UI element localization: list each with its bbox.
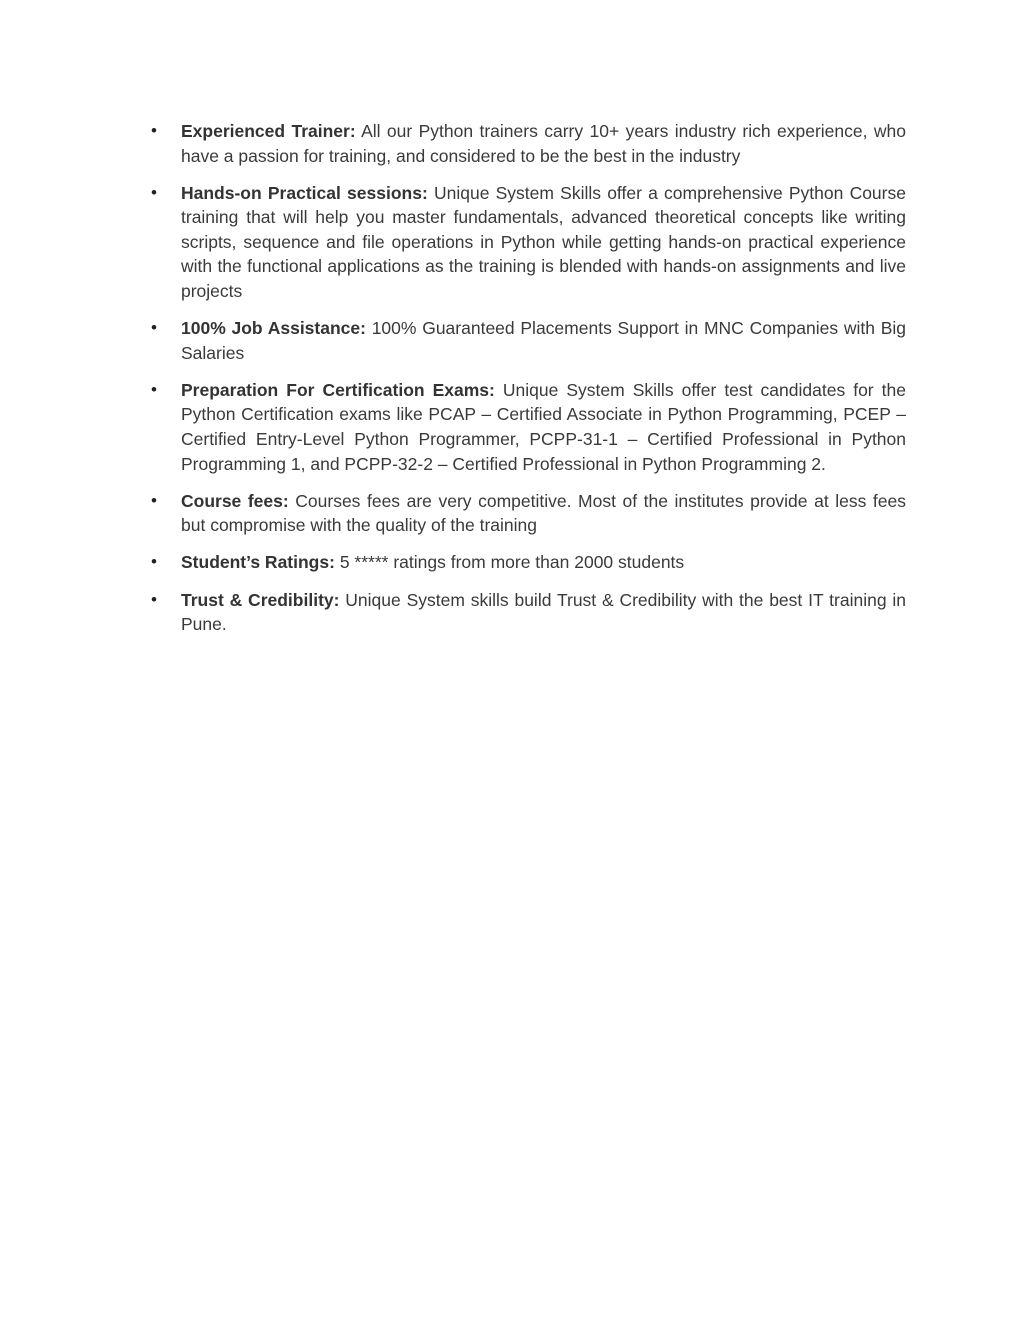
bullet-term: Hands-on Practical sessions: [181, 182, 428, 203]
bullet-icon: • [151, 589, 157, 609]
bullet-term: Trust & Credibility: [181, 589, 340, 610]
bullet-text: All our Python trainers carry 10+ years industry rich experience, who have a passion for training, and considered to be the best in the industry [181, 121, 906, 166]
bullet-term: Preparation For Certification Exams: [181, 379, 495, 400]
bullet-term: Course fees: [181, 490, 289, 511]
list-item-job-assistance [146, 316, 906, 365]
bullet-text: Unique System Skills offer a comprehensive Python Course training that will help you master fundamentals, advanced theoretical concepts like writing scripts, sequence and file operations in Python while getting hands-on practical experience with the functional applications as the training is blended with hands-on assignments and live projects [181, 182, 906, 302]
bullet-text: Courses fees are very competitive. Most of the institutes provide at less fees but compromise with the quality of the training [181, 490, 906, 536]
list-item-certification-exams [146, 378, 906, 476]
bullet-term: 100% Job Assistance: [181, 318, 366, 339]
bullet-term: Experienced Trainer: [181, 121, 356, 141]
bullet-text: Unique System Skills offer test candidates for the Python Certification exams like PCAP – Certified Associate in Python Programming, PCEP – Certified Entry-Level Python Programmer, PCPP-31-1 – Certified Professional in Python Programming 1, and PCPP-32-2 – Certified Professional in Python Programming 2. [181, 379, 906, 474]
bullet-icon: • [151, 121, 157, 140]
bullet-text: 5 ***** ratings from more than 2000 students [339, 552, 685, 573]
feature-bullet-list [146, 119, 906, 649]
bullet-text: Unique System skills build Trust & Credibility with the best IT training in Pune. [181, 589, 906, 635]
list-item-course-fees [146, 489, 906, 538]
bullet-icon: • [151, 379, 157, 399]
bullet-icon: • [151, 318, 157, 338]
list-item-trust-credibility [146, 588, 906, 637]
bullet-icon: • [151, 182, 157, 202]
bullet-icon: • [151, 490, 157, 510]
bullet-text: 100% Guaranteed Placements Support in MNC Companies with Big Salaries [181, 318, 906, 363]
list-item-experienced-trainer [146, 119, 906, 168]
bullet-icon: • [151, 552, 157, 572]
list-item-hands-on-sessions [146, 181, 906, 304]
list-item-student-ratings [146, 550, 906, 575]
bullet-term: Student’s Ratings: [181, 552, 335, 573]
